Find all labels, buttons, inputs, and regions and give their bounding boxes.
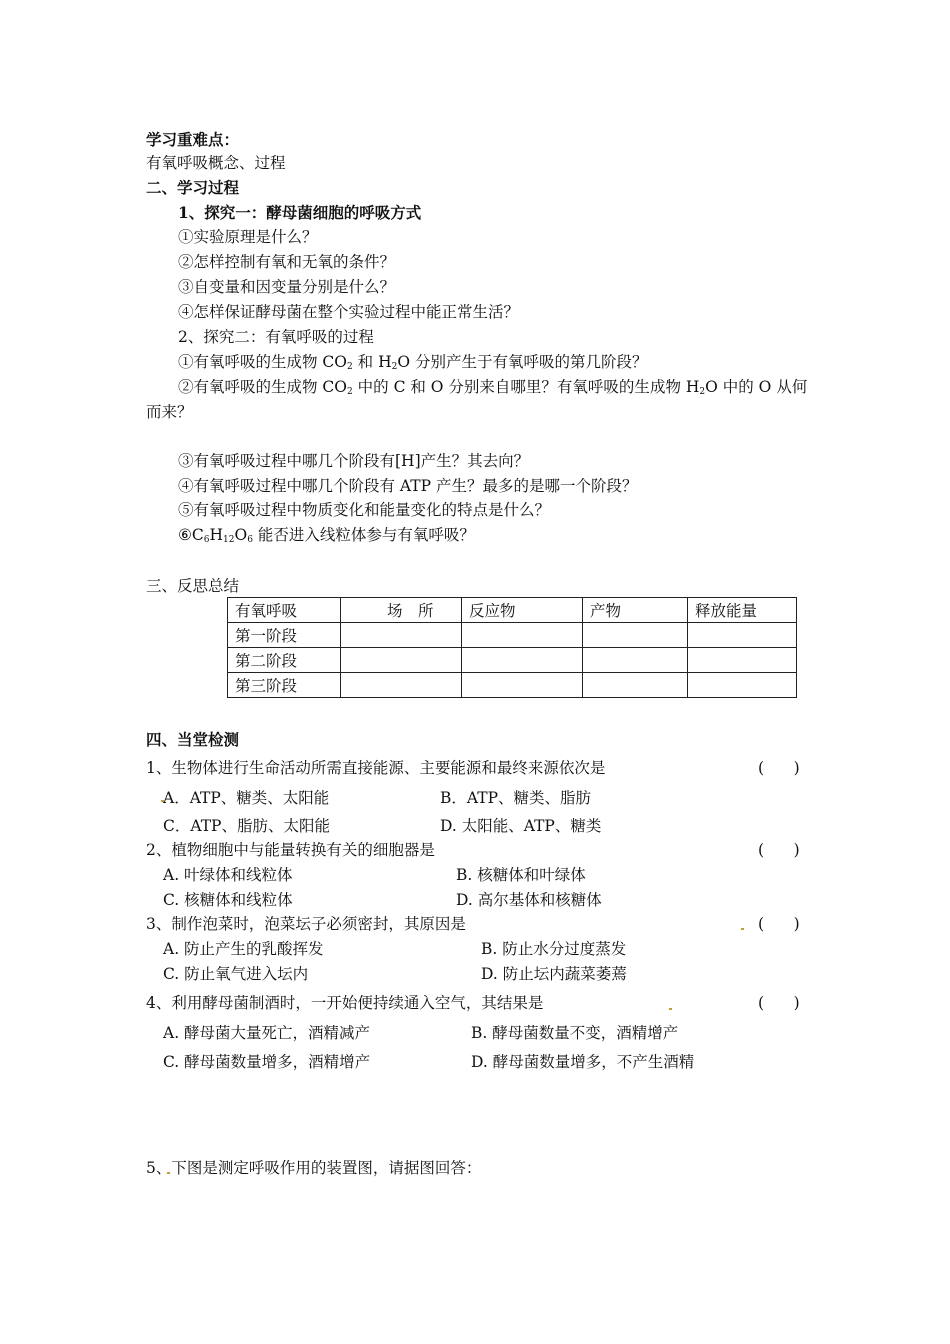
answer-blank[interactable]: ( ) [758,841,800,859]
inquiry2-question-6: $⑥C_6H_{12}O_6$ 能否进入线粒体参与有氧呼吸？ [178,526,475,545]
table-cell[interactable] [341,673,462,698]
table-header-row [228,598,797,623]
question-3-stem: 3、制作泡菜时，泡菜坛子必须密封，其原因是 [146,915,466,933]
question-2-option-c[interactable]: C. 核糖体和线粒体 [163,891,293,909]
section3-heading: 三、反思总结 [146,577,240,595]
inquiry1-question-3: ③自变量和因变量分别是什么？ [178,278,396,296]
section4-heading: 四、当堂检测 [146,730,240,749]
table-header-cell: 有氧呼吸 [228,598,341,623]
table-row-label: 第一阶段 [228,623,341,648]
answer-blank[interactable]: ( ) [758,759,800,777]
inquiry2-question-2-continued: 而来？ [146,403,193,421]
question-2-option-d[interactable]: D. 高尔基体和核糖体 [456,891,602,909]
question-4-stem: 4、利用酵母菌制酒时，一开始便持续通入空气，其结果是 [146,994,544,1012]
table-row [228,648,797,673]
inquiry1-question-1: ①实验原理是什么？ [178,228,318,246]
question-2-option-b[interactable]: B. 核糖体和叶绿体 [456,866,586,884]
table-row [228,673,797,698]
inquiry2-question-2: ②有氧呼吸的生成物 $CO_2$ 中的 C 和 O 分别来自哪里？有氧呼吸的生成物 $H_2O$ 中的 O 从何 [178,378,808,397]
inquiry2-question-5: ⑤有氧呼吸过程中物质变化和能量变化的特点是什么？ [178,501,551,519]
inquiry2-question-4: ④有氧呼吸过程中哪几个阶段有 ATP 产生？最多的是哪一个阶段？ [178,477,638,495]
question-1-option-a[interactable]: A．ATP、糖类、太阳能 [163,789,330,807]
question-1-option-c[interactable]: C．ATP、脂肪、太阳能 [163,817,330,835]
question-4-option-a[interactable]: A. 酵母菌大量死亡，酒精减产 [163,1024,371,1042]
inquiry1-question-2: ②怎样控制有氧和无氧的条件？ [178,253,396,271]
question-1-stem: 1、生物体进行生命活动所需直接能源、主要能源和最终来源依次是 [146,759,606,777]
table-cell[interactable] [583,673,688,698]
table-cell[interactable] [462,648,583,673]
stray-dot [669,1008,672,1010]
table-cell[interactable] [688,673,797,698]
table-header-cell: 产物 [583,598,688,623]
table-cell[interactable] [341,623,462,648]
inquiry2-question-3: ③有氧呼吸过程中哪几个阶段有[H]产生？其去向？ [178,452,530,470]
table-header-cell: 释放能量 [688,598,797,623]
section2-heading: 二、学习过程 [146,178,240,197]
table-cell[interactable] [688,648,797,673]
table-cell[interactable] [462,673,583,698]
inquiry2-question-1: ①有氧呼吸的生成物 $CO_2$ 和 $H_2O$ 分别产生于有氧呼吸的第几阶段？ [178,353,648,372]
question-2-option-a[interactable]: A. 叶绿体和线粒体 [163,866,293,884]
question-3-option-d[interactable]: D. 防止坛内蔬菜萎蔫 [481,965,627,983]
question-5-stem: 5、下图是测定呼吸作用的装置图，请据图回答： [146,1159,482,1177]
question-1-option-d[interactable]: D. 太阳能、ATP、糖类 [440,817,602,835]
answer-blank[interactable]: ( ) [758,915,800,933]
reflection-table [227,597,797,698]
question-4-option-b[interactable]: B. 酵母菌数量不变，酒精增产 [471,1024,679,1042]
table-header-cell: 反应物 [462,598,583,623]
table-row-label: 第三阶段 [228,673,341,698]
table-cell[interactable] [462,623,583,648]
question-3-option-a[interactable]: A. 防止产生的乳酸挥发 [163,940,324,958]
inquiry1-question-4: ④怎样保证酵母菌在整个实验过程中能正常生活？ [178,303,520,321]
key-points-content: 有氧呼吸概念、过程 [146,154,286,172]
table-cell[interactable] [583,623,688,648]
question-2-stem: 2、植物细胞中与能量转换有关的细胞器是 [146,841,435,859]
answer-blank[interactable]: ( ) [758,994,800,1012]
table-row [228,623,797,648]
table-row-label: 第二阶段 [228,648,341,673]
question-4-option-d[interactable]: D. 酵母菌数量增多，不产生酒精 [471,1053,695,1071]
question-3-option-c[interactable]: C. 防止氧气进入坛内 [163,965,309,983]
question-1-option-b[interactable]: B．ATP、糖类、脂肪 [440,789,592,807]
table-header-cell: 场 所 [341,598,462,623]
table-cell[interactable] [341,648,462,673]
question-3-option-b[interactable]: B. 防止水分过度蒸发 [481,940,627,958]
inquiry2-title: 2、探究二：有氧呼吸的过程 [178,328,374,346]
key-points-heading: 学习重难点： [146,130,240,149]
table-cell[interactable] [583,648,688,673]
stray-dot [741,928,744,930]
question-4-option-c[interactable]: C. 酵母菌数量增多，酒精增产 [163,1053,371,1071]
inquiry1-title: 1、探究一：酵母菌细胞的呼吸方式 [178,203,422,222]
table-cell[interactable] [688,623,797,648]
